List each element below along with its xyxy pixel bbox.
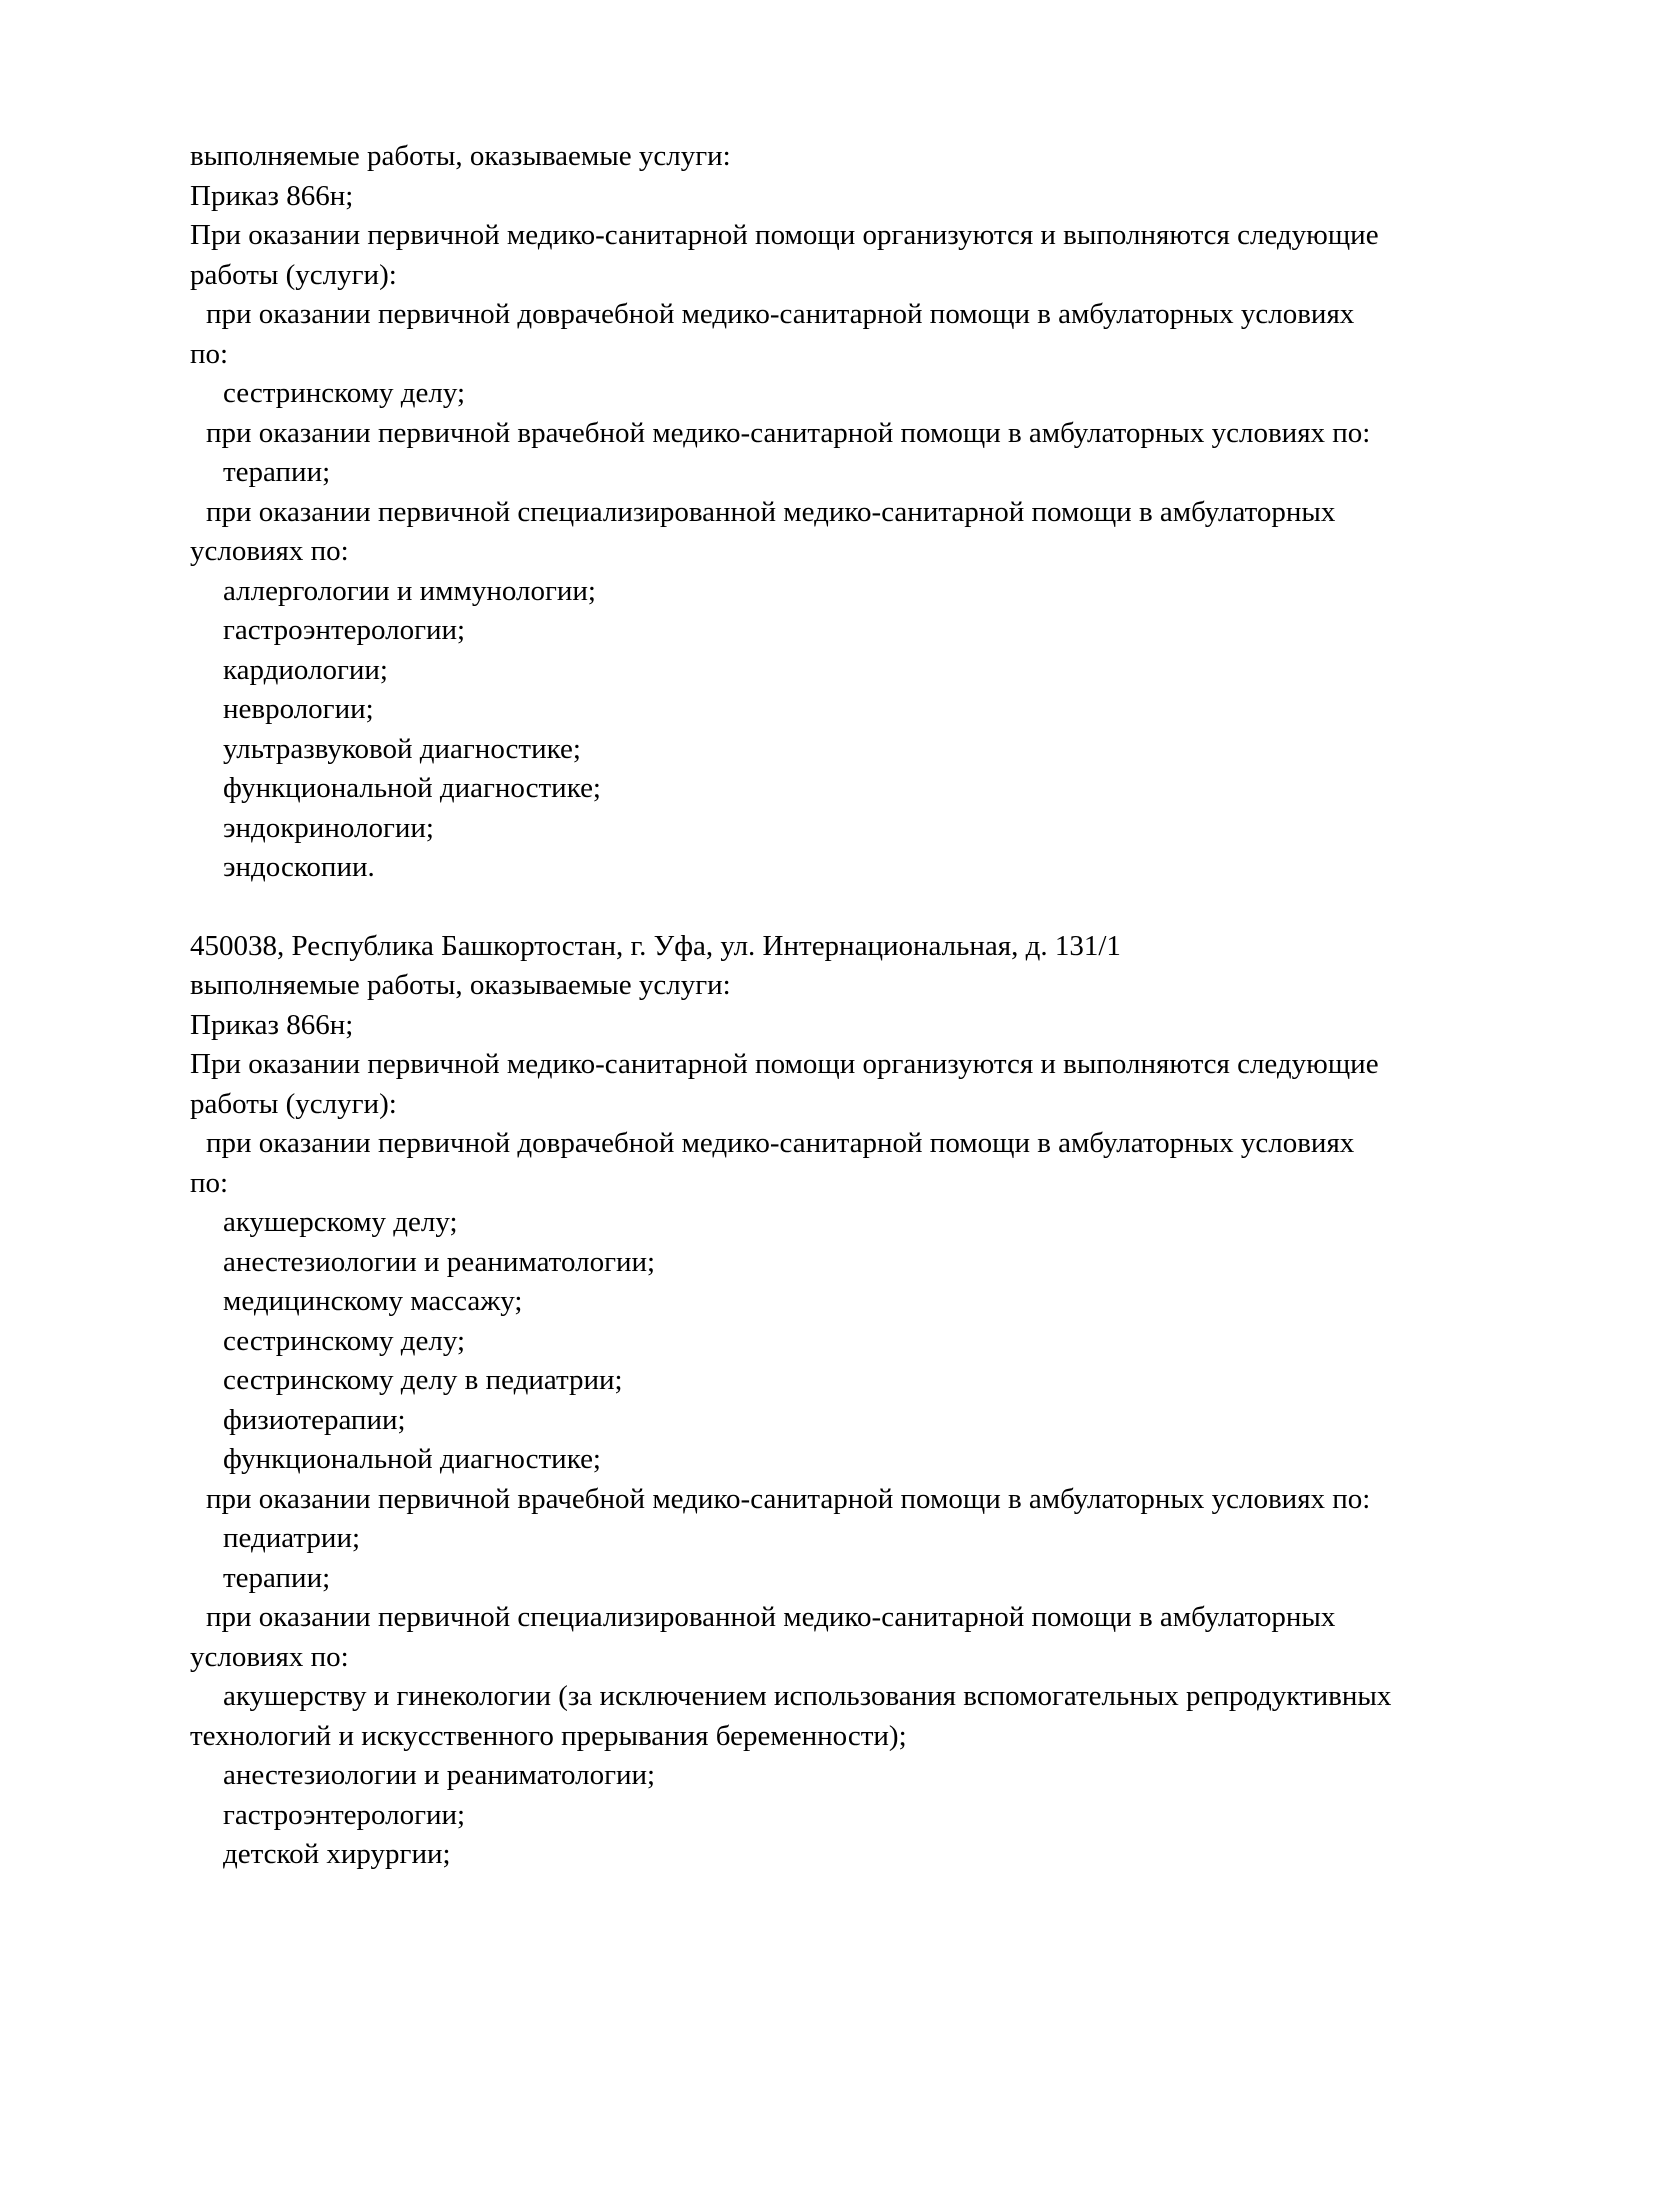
service-item: эндоскопии.	[223, 851, 375, 883]
service-item: сестринскому делу в педиатрии;	[223, 1364, 623, 1396]
service-item: акушерскому делу;	[223, 1206, 458, 1238]
section-heading: по:	[190, 1166, 229, 1199]
service-item: педиатрии;	[223, 1522, 361, 1554]
service-item: неврологии;	[223, 693, 374, 725]
service-item: технологий и искусственного прерывания беременности);	[190, 1719, 907, 1752]
license-block-1	[190, 137, 1550, 888]
service-item: детской хирургии;	[223, 1838, 451, 1870]
service-item: анестезиологии и реаниматологии;	[223, 1245, 656, 1278]
section-heading: при оказании первичной врачебной медико-санитарной помощи в амбулаторных условиях по:	[206, 416, 1371, 449]
section-heading: условиях по:	[190, 1640, 349, 1673]
service-item: ультразвуковой диагностике;	[223, 732, 581, 765]
license-block-2	[190, 927, 1550, 1875]
block-spacer	[190, 888, 1550, 927]
intro-line: При оказании первичной медико-санитарной помощи организуются и выполняются следующие	[190, 219, 1379, 251]
service-item: гастроэнтерологии;	[223, 1798, 466, 1831]
service-item: медицинскому массажу;	[223, 1285, 523, 1317]
section-heading: по:	[190, 337, 229, 370]
service-item: акушерству и гинекологии (за исключением использования вспомогательных репродуктивных	[223, 1680, 1392, 1712]
service-item: терапии;	[223, 456, 331, 488]
section-heading: условиях по:	[190, 535, 349, 567]
section-heading: при оказании первичной специализированной медико-санитарной помощи в амбулаторных	[206, 495, 1336, 528]
service-item: физиотерапии;	[223, 1403, 406, 1436]
service-item: эндокринологии;	[223, 811, 434, 844]
section-heading: при оказании первичной доврачебной медико-санитарной помощи в амбулаторных условиях	[206, 298, 1355, 330]
service-item: сестринскому делу;	[223, 1324, 466, 1357]
service-item: терапии;	[223, 1561, 331, 1594]
section-heading: при оказании первичной специализированной медико-санитарной помощи в амбулаторных	[206, 1601, 1336, 1633]
service-item: кардиологии;	[223, 653, 388, 686]
document-body	[190, 137, 1550, 1875]
order-reference: Приказ 866н;	[190, 179, 354, 212]
service-item: аллергологии и иммунологии;	[223, 574, 596, 607]
intro-line: работы (услуги):	[190, 1087, 397, 1120]
section-heading: при оказании первичной доврачебной медико-санитарной помощи в амбулаторных условиях	[206, 1127, 1355, 1159]
intro-line: работы (услуги):	[190, 258, 397, 291]
service-item: функциональной диагностике;	[223, 1443, 601, 1475]
intro-line: При оказании первичной медико-санитарной помощи организуются и выполняются следующие	[190, 1048, 1379, 1080]
order-reference: Приказ 866н;	[190, 1008, 354, 1041]
works-heading: выполняемые работы, оказываемые услуги:	[190, 969, 731, 1001]
section-heading: при оказании первичной врачебной медико-санитарной помощи в амбулаторных условиях по:	[206, 1482, 1371, 1515]
service-item: анестезиологии и реаниматологии;	[223, 1759, 656, 1791]
service-item: функциональной диагностике;	[223, 772, 601, 804]
address-line: 450038, Республика Башкортостан, г. Уфа, ул. Интернациональная, д. 131/1	[190, 929, 1121, 962]
works-heading: выполняемые работы, оказываемые услуги:	[190, 140, 731, 172]
service-item: сестринскому делу;	[223, 377, 466, 409]
service-item: гастроэнтерологии;	[223, 614, 466, 646]
